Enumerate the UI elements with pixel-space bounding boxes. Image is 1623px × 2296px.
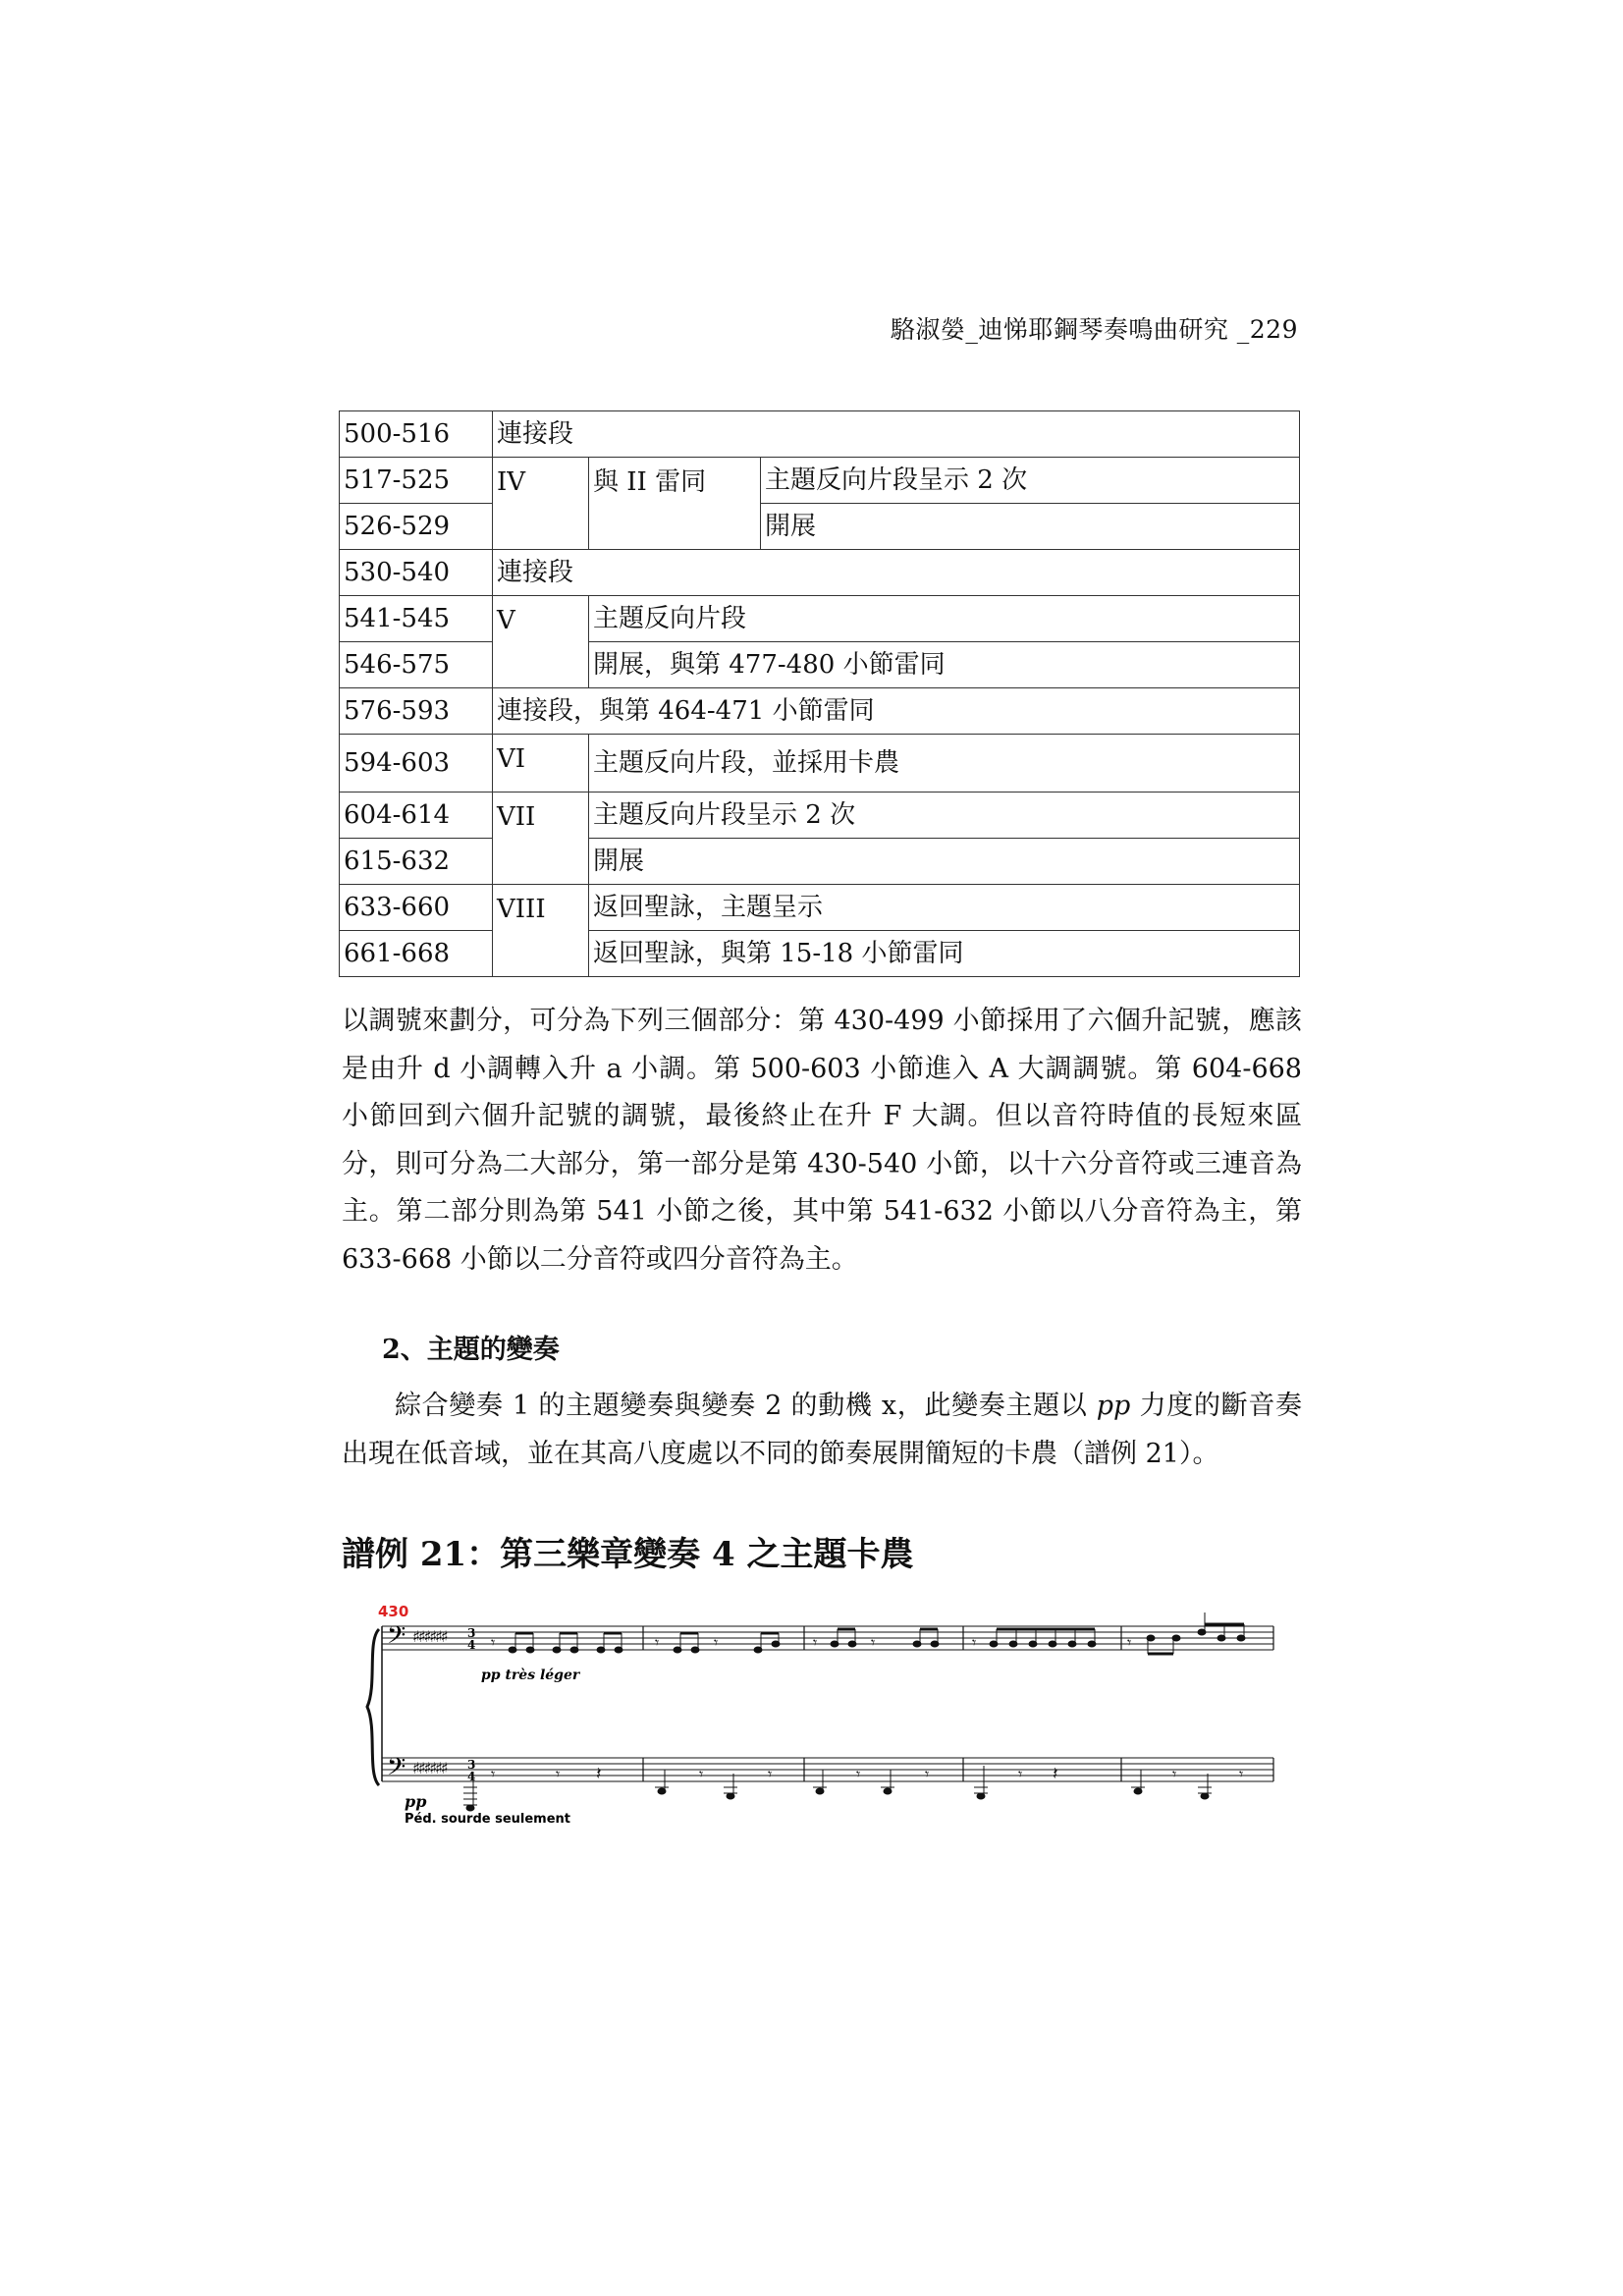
eighth-rest-icon: 𝄾: [972, 1633, 977, 1652]
description-cell: 主題反向片段呈示 2 次: [589, 793, 1300, 839]
paragraph-2-text-b: 力度的斷音奏出現在低音域，並在其高八度處以不同的節奏展開簡短的卡農（譜例 21）。: [342, 1391, 1302, 1469]
table-row: [340, 885, 1300, 931]
relation-cell: 與 II 雷同: [589, 458, 761, 550]
section-cell: VII: [493, 793, 589, 885]
section-cell: VIII: [493, 885, 589, 977]
description-cell: 開展，與第 477-480 小節雷同: [589, 642, 1300, 688]
measure-cell: 604-614: [340, 793, 493, 839]
section-cell: VI: [493, 735, 589, 793]
measure-cell: 576-593: [340, 688, 493, 735]
bass-clef-icon: 𝄢: [387, 1621, 406, 1656]
table-row: [340, 735, 1300, 793]
eighth-rest-icon: 𝄾: [491, 1765, 496, 1783]
description-cell: 開展: [589, 839, 1300, 885]
description-cell: 開展: [761, 504, 1300, 550]
eighth-rest-icon: 𝄾: [714, 1633, 719, 1652]
body-paragraph-2: [342, 1383, 1302, 1478]
table-row: [340, 411, 1300, 458]
table-row: [340, 642, 1300, 688]
key-signature-sharps-icon: ♯♯♯♯♯♯: [412, 1627, 447, 1646]
dynamic-marking-inline: pp: [1096, 1391, 1131, 1421]
table-row: [340, 839, 1300, 885]
measure-cell: 546-575: [340, 642, 493, 688]
measure-cell: 633-660: [340, 885, 493, 931]
eighth-rest-icon: 𝄾: [699, 1765, 704, 1783]
measure-cell: 615-632: [340, 839, 493, 885]
example-title: 譜例 21：第三樂章變奏 4 之主題卡農: [342, 1535, 914, 1574]
measure-cell: 530-540: [340, 550, 493, 596]
table-row: [340, 931, 1300, 977]
section-cell: IV: [493, 458, 589, 550]
measure-number: 430: [378, 1603, 409, 1620]
table-row: [340, 688, 1300, 735]
measure-cell: 517-525: [340, 458, 493, 504]
eighth-rest-icon: 𝄾: [1172, 1765, 1177, 1783]
section-subheading: 2、主題的變奏: [382, 1335, 560, 1365]
description-cell: 連接段: [493, 411, 1300, 458]
description-cell: 連接段: [493, 550, 1300, 596]
eighth-rest-icon: 𝄾: [871, 1633, 876, 1652]
measure-cell: 594-603: [340, 735, 493, 793]
quarter-rest-icon: 𝄽: [1053, 1764, 1058, 1784]
pedal-marking: Péd. sourde seulement: [405, 1812, 571, 1823]
eighth-rest-icon: 𝄾: [655, 1633, 660, 1652]
eighth-rest-icon: 𝄾: [1127, 1633, 1132, 1652]
eighth-rest-icon: 𝄾: [768, 1765, 773, 1783]
eighth-rest-icon: 𝄾: [813, 1633, 818, 1652]
key-signature-sharps-icon: ♯♯♯♯♯♯: [412, 1759, 447, 1777]
paragraph-2-text-a: 綜合變奏 1 的主題變奏與變奏 2 的動機 x，此變奏主題以: [395, 1391, 1097, 1421]
eighth-rest-icon: 𝄾: [856, 1765, 861, 1783]
eighth-rest-icon: 𝄾: [1239, 1765, 1244, 1783]
lower-notes: [463, 1764, 1243, 1811]
time-signature-icon: 3: [467, 1626, 476, 1640]
eighth-rest-icon: 𝄾: [925, 1765, 930, 1783]
description-cell: 返回聖詠，與第 15-18 小節雷同: [589, 931, 1300, 977]
eighth-rest-icon: 𝄾: [556, 1765, 561, 1783]
description-cell: 主題反向片段呈示 2 次: [761, 458, 1300, 504]
measure-cell: 500-516: [340, 411, 493, 458]
structure-table: [339, 410, 1300, 977]
dynamic-marking-lower: pp: [405, 1792, 427, 1811]
measure-cell: 661-668: [340, 931, 493, 977]
running-header: 駱淑嫈_迪悌耶鋼琴奏鳴曲研究 _229: [890, 315, 1298, 344]
time-signature-icon: 4: [467, 1770, 476, 1783]
measure-cell: 526-529: [340, 504, 493, 550]
description-cell: 主題反向片段: [589, 596, 1300, 642]
eighth-rest-icon: 𝄾: [1018, 1765, 1023, 1783]
table-row: [340, 458, 1300, 504]
lower-staff: [382, 1758, 1273, 1781]
dynamic-marking-upper: pp très léger: [481, 1667, 580, 1683]
table-row: [340, 596, 1300, 642]
brace-icon: [367, 1629, 379, 1785]
section-cell: V: [493, 596, 589, 688]
table-row: [340, 550, 1300, 596]
description-cell: 返回聖詠，主題呈示: [589, 885, 1300, 931]
quarter-rest-icon: 𝄽: [596, 1764, 602, 1784]
table-row: [340, 793, 1300, 839]
description-cell: 連接段，與第 464-471 小節雷同: [493, 688, 1300, 735]
table-row: [340, 504, 1300, 550]
eighth-rest-icon: 𝄾: [491, 1633, 496, 1652]
body-paragraph-1: 以調號來劃分，可分為下列三個部分：第 430-499 小節採用了六個升記號，應該是由升 d 小調轉入升 a 小調。第 500-603 小節進入 A 大調調號。第 604-668 小節回到六個升記號的調號，最後終止在升 F 大調。但以音符時值的長短來區分，則可分為二大部分，第一部分是第 430-540 小節，以十六分音符或三連音為主。第二部分則為第 541 小節之後，其中第 541-632 小節以八分音符為主，第 633-668 小節以二分音符或四分音符為主。: [342, 1006, 1302, 1275]
description-cell: 主題反向片段，並採用卡農: [589, 735, 1300, 793]
bass-clef-icon: 𝄢: [387, 1753, 406, 1787]
upper-notes: [491, 1613, 1245, 1654]
time-signature-icon: 3: [467, 1758, 476, 1772]
music-score-excerpt: [365, 1597, 1288, 1823]
measure-cell: 541-545: [340, 596, 493, 642]
time-signature-icon: 4: [467, 1638, 476, 1652]
